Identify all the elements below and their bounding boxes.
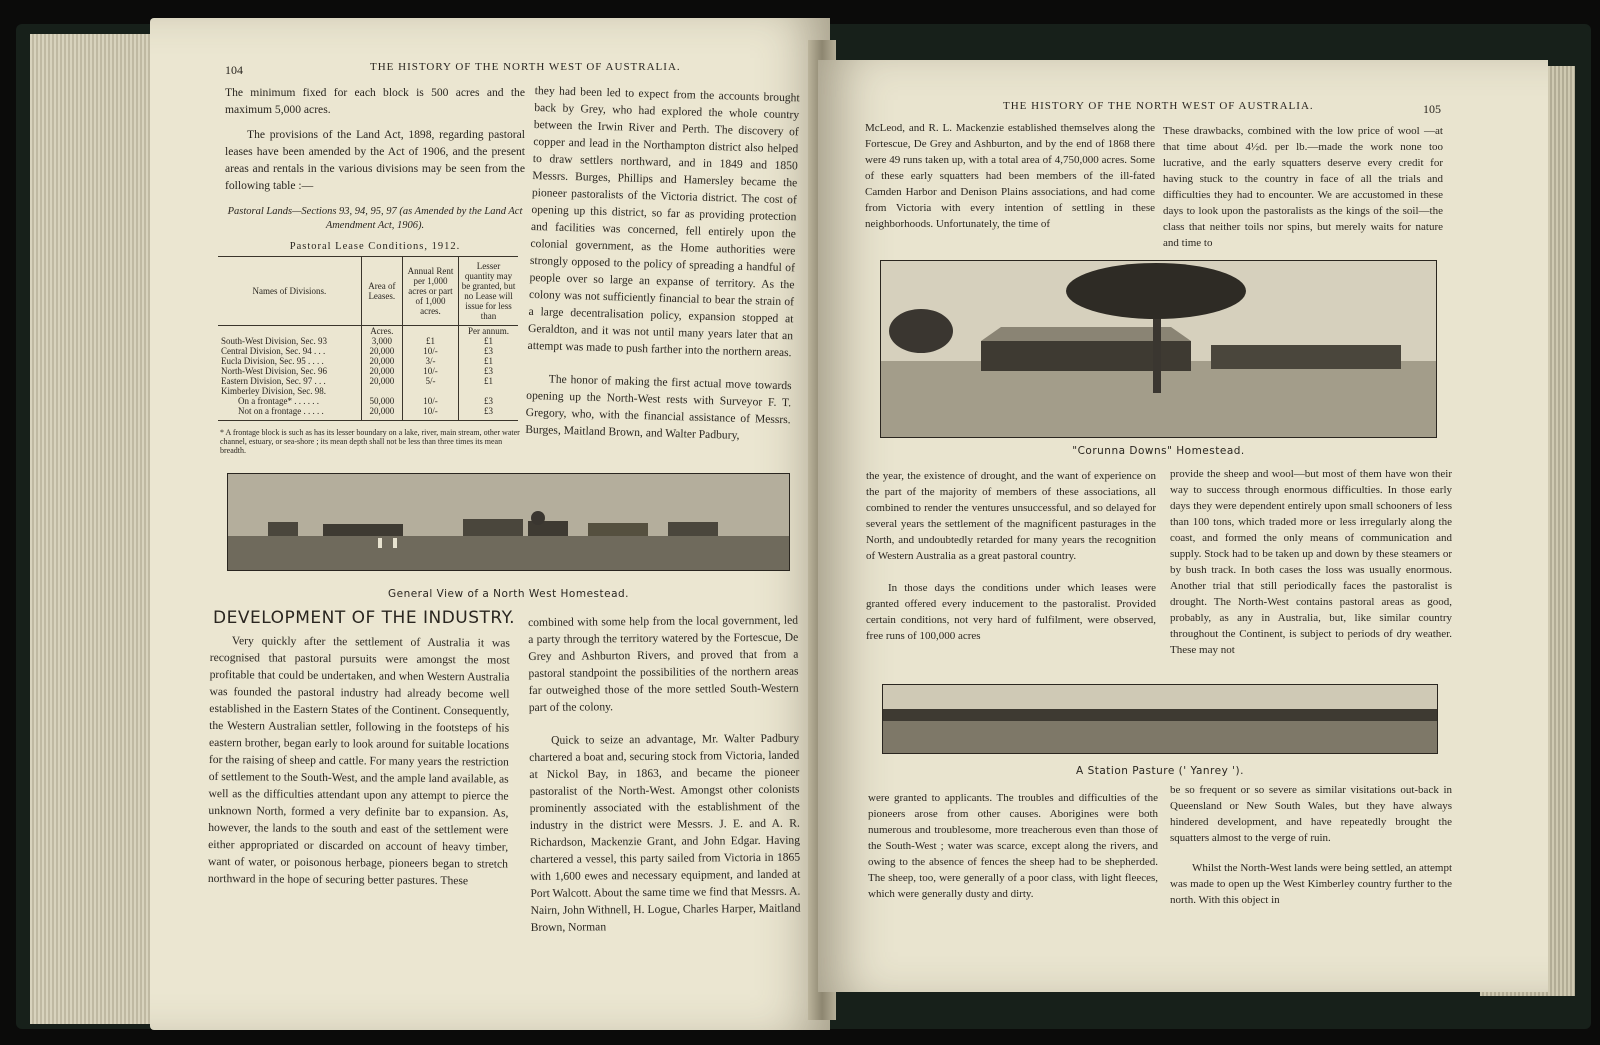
paragraph: Very quickly after the settlement of Australia it was recognised that pastoral pursuits were amongst the most profitable that could be undertaken, and when Western Australia was founded the pastoral industry had already become well established in the Eastern States of the Continent. Consequently, the Western Australian settler, following in the footsteps of his eastern brother, began early to look around for suitable locations for the raising of sheep and cattle. For many years the restriction of settlement to the South-West, and the ample land available, as well as the difficulties attendant upon any attempt to pierce the unknown North, formed a very definite bar to expansion. As, however, the lands to the south and east of the settlement were either appropriated or discarded on account of heavy timber, want of water, or poisonous herbage, pioneers began to stretch northward in the hope of securing better pastures. These xyxy=(207,634,510,888)
table-cell: Central Division, Sec. 94 . . . xyxy=(218,346,361,356)
corunna-downs-caption: "Corunna Downs" Homestead. xyxy=(1072,445,1245,457)
lease-table-wrap xyxy=(218,256,518,421)
table-row xyxy=(218,386,518,396)
left-page xyxy=(150,18,830,1030)
left-page-number: 104 xyxy=(225,63,243,77)
table-cell: £1 xyxy=(484,376,494,386)
table-footnote: * A frontage block is such as has its lesser boundary on a lake, river, main stream, other water channel, estuary, or sea-shore ; its mean depth shall not be less than three times its mean breadth. xyxy=(220,428,520,455)
homestead-photo-image xyxy=(228,474,790,571)
left-col2-top xyxy=(525,82,800,445)
table-cell: 3,000 xyxy=(361,336,402,346)
table-header: Annual Rent per 1,000 acres or part of 1,000 acres. xyxy=(402,257,458,326)
lease-table-body xyxy=(218,326,518,421)
table-cell: Eastern Division, Sec. 97 . . . xyxy=(218,376,361,386)
corunna-downs-photo xyxy=(880,260,1437,438)
table-cell xyxy=(402,326,458,337)
table-row xyxy=(218,406,518,421)
table-row xyxy=(218,366,518,376)
table-cell: 50,000 xyxy=(361,396,402,406)
table-row xyxy=(218,326,518,337)
table-row xyxy=(218,396,518,406)
table-cell: £1 xyxy=(484,356,494,366)
table-cell: £3 xyxy=(484,366,494,376)
right-page-number: 105 xyxy=(1423,102,1441,116)
table-cell xyxy=(402,386,458,396)
paragraph: be so frequent or so severe as similar visitations out-back in Queensland or New South Wales, but they have always hindered development, and have repeatedly brought the squatters almost to the verge of ruin. xyxy=(1170,784,1452,844)
station-pasture-caption: A Station Pasture (' Yanrey '). xyxy=(1076,765,1244,777)
table-cell xyxy=(361,386,402,396)
paragraph: The provisions of the Land Act, 1898, regarding pastoral leases have been amended by the Act of 1906, and the present areas and rentals in the various divisions may be seen from the following table :— xyxy=(225,128,525,192)
paragraph: were granted to applicants. The troubles and difficulties of the pioneers arose from other causes. Aborigines were both numerous and troublesome, more treacherous even than those of the South-West ; water was scarce, except along the rivers, and owing to the absence of fences the sheep had to be shepherded. The sheep, too, were generally of a poor class, with light fleeces, which were generally dusty and dirty. xyxy=(868,792,1158,900)
right-running-head: THE HISTORY OF THE NORTH WEST OF AUSTRALIA. xyxy=(1003,100,1314,112)
paragraph: combined with some help from the local government, led a party through the territory watered by the Fortescue, De Grey and Ashburton Rivers, and proved that from a pastoral standpoint the possibilities of the northern areas far outweighed those of the more settled South-Western part of the colony. xyxy=(528,613,799,714)
table-cell xyxy=(218,326,361,337)
table-cell: 20,000 xyxy=(361,376,402,386)
paragraph: Quick to seize an advantage, Mr. Walter Padbury chartered a boat and, securing stock from Victoria, landed at Nickol Bay, in 1863, and became the pioneer pastoralist of the North-West. Amongst other colonists prominently associated with the establishment of the industry in the district were Messrs. J. E. and A. R. Richardson, Mackenzie Grant, and John Edgar. Having chartered a vessel, this party sailed from Victoria in 1865 with 1,600 ewes and necessary equipment, and landed at Port Walcott. About the same time we find that Messrs. A. Nairn, John Withnell, H. Logue, Charles Harper, Maitland Brown, Norman xyxy=(529,731,801,934)
table-cell: £1 xyxy=(484,336,494,346)
table-cell: 10/- xyxy=(402,346,458,356)
table-header: Names of Divisions. xyxy=(218,257,361,326)
paragraph: The minimum fixed for each block is 500 acres and the maximum 5,000 acres. xyxy=(225,86,525,116)
page-edges-left xyxy=(30,34,170,1024)
paragraph: Whilst the North-West lands were being settled, an attempt was made to open up the West Kimberley country further to the north. With this object in xyxy=(1170,862,1452,906)
table-cell: Acres. xyxy=(361,326,402,337)
table-cell: £1 xyxy=(402,336,458,346)
table-header: Area of Leases. xyxy=(361,257,402,326)
right-col1-mid xyxy=(866,468,1156,644)
table-row xyxy=(218,336,518,346)
lease-table xyxy=(218,256,518,421)
right-col2-mid xyxy=(1170,466,1452,658)
table-cell: On a frontage* . . . . . . xyxy=(218,396,361,406)
table-cell: 3/- xyxy=(402,356,458,366)
paragraph: the year, the existence of drought, and the want of experience on the part of the majority of members of these associations, all combined to render the ventures unsuccessful, and so delayed for several years the settlement of the magnificent pasturages in the North, and undoubtedly retarded for many years the recognition of Western Australia as a great pastoral country. xyxy=(866,470,1156,562)
table-cell: Not on a frontage . . . . . xyxy=(218,406,361,421)
table-cell xyxy=(459,386,518,396)
right-col1-top xyxy=(865,120,1155,232)
table-cell: 5/- xyxy=(402,376,458,386)
table-cell: £3 xyxy=(484,396,494,406)
homestead-caption: General View of a North West Homestead. xyxy=(387,588,630,600)
left-col1-bottom xyxy=(208,632,510,890)
table-caption: Pastoral Lease Conditions, 1912. xyxy=(289,241,461,252)
table-cell: Eucla Division, Sec. 95 . . . . xyxy=(218,356,361,366)
table-row xyxy=(218,376,518,386)
right-col2-bottom xyxy=(1170,782,1452,908)
right-page xyxy=(818,60,1548,992)
table-cell: 10/- xyxy=(402,396,458,406)
table-header: Lesser quantity may be granted, but no Lease will issue for less than xyxy=(459,257,518,326)
paragraph: The honor of making the first actual move towards opening up the North-West rests with Surveyor F. T. Gregory, who, with the financial assistance of Messrs. Burges, Maitland Brown, and Walter Padbury, xyxy=(525,372,792,442)
table-cell: North-West Division, Sec. 96 xyxy=(218,366,361,376)
table-cell: Per annum. xyxy=(468,326,510,336)
paragraph: they had been led to expect from the accounts brought back by Grey, who had explored the whole country between the Irwin River and Perth. The discovery of copper and lead in the Northampton district also helped to draw settlers northward, and in 1849 and 1850 Messrs. Burges, Phillips and Hamersley became the pioneer pastoralists of the Victoria district. The cost of opening up this district, so far as providing protection and facilities was concerned, fell entirely upon the colonial government, as the Home authorities were strongly opposed to the policy of spreading a handful of people over so large an expanse of territory. As the colony was not sufficiently financial to bear the strain of a large decentralisation policy, expansion stopped at Geraldton, and it was not until many years later that an attempt was made to push farther into the northern areas. xyxy=(527,83,800,360)
table-cell: 10/- xyxy=(402,406,458,421)
section-heading: DEVELOPMENT OF THE INDUSTRY. xyxy=(213,608,515,628)
right-col1-bottom xyxy=(868,790,1158,902)
table-row xyxy=(218,346,518,356)
table-cell: 20,000 xyxy=(361,366,402,376)
corunna-downs-photo-image xyxy=(881,261,1437,438)
paragraph: In those days the conditions under which leases were granted offered every inducement to the pastoralist. Provided certain conditions, not very hard of fulfilment, were observed, free runs of 100,000 acres xyxy=(866,582,1156,642)
table-cell: £3 xyxy=(459,406,518,421)
table-cell: 20,000 xyxy=(361,356,402,366)
station-pasture-photo xyxy=(882,684,1438,754)
table-cell: £3 xyxy=(484,346,494,356)
paragraph: McLeod, and R. L. Mackenzie established themselves along the Fortescue, De Grey and Ashburton, and by the end of 1868 there were 49 runs taken up, with a total area of 4,750,000 acres. Some of these early squatters had been members of the ill-fated Camden Harbor and Denison Plains associations, and had come from Victoria with every intention of settling in these neighborhoods. Unfortunately, the time of xyxy=(865,122,1155,230)
table-title: Pastoral Lands—Sections 93, 94, 95, 97 (as Amended by the Land Act Amendment Act, 1906). xyxy=(227,206,523,231)
left-running-head: THE HISTORY OF THE NORTH WEST OF AUSTRALIA. xyxy=(370,61,681,73)
table-cell: Kimberley Division, Sec. 98. xyxy=(218,386,361,396)
left-col1-top xyxy=(225,84,525,194)
table-row xyxy=(218,356,518,366)
table-cell: 20,000 xyxy=(361,346,402,356)
table-cell: South-West Division, Sec. 93 xyxy=(218,336,361,346)
table-cell: 20,000 xyxy=(361,406,402,421)
homestead-photo xyxy=(227,473,790,571)
table-cell: 10/- xyxy=(402,366,458,376)
left-col2-bottom xyxy=(528,612,801,936)
right-col2-top xyxy=(1163,123,1443,251)
paragraph: provide the sheep and wool—but most of them have won their way to success through enormous difficulties. In those early days they were dependent entirely upon small schooners of less than 100 tons, which traded more or less irregularly along the coast, and formed the only means of communication and supply. Stock had to be taken up and down by these steamers or by bush track. In both cases the loss was usually enormous. Another trial that still periodically faces the pastoralist is drought. The North-West contains pastoral areas as good, probably, as any in Australia, but, like similar country throughout the Continent, is subject to periods of dry weather. These may not xyxy=(1170,468,1452,656)
paragraph: These drawbacks, combined with the low price of wool —at that time about 4½d. per lb.—made the work none too lucrative, and the early squatters deserve every credit for having stuck to the country in face of all the trials and difficulties they had to encounter. We are accustomed in these days to look upon the pastoralists as the kings of the soil—the class that neither toils nor spins, but merely waits for nature and time to xyxy=(1163,125,1443,249)
station-pasture-photo-image xyxy=(883,685,1438,754)
